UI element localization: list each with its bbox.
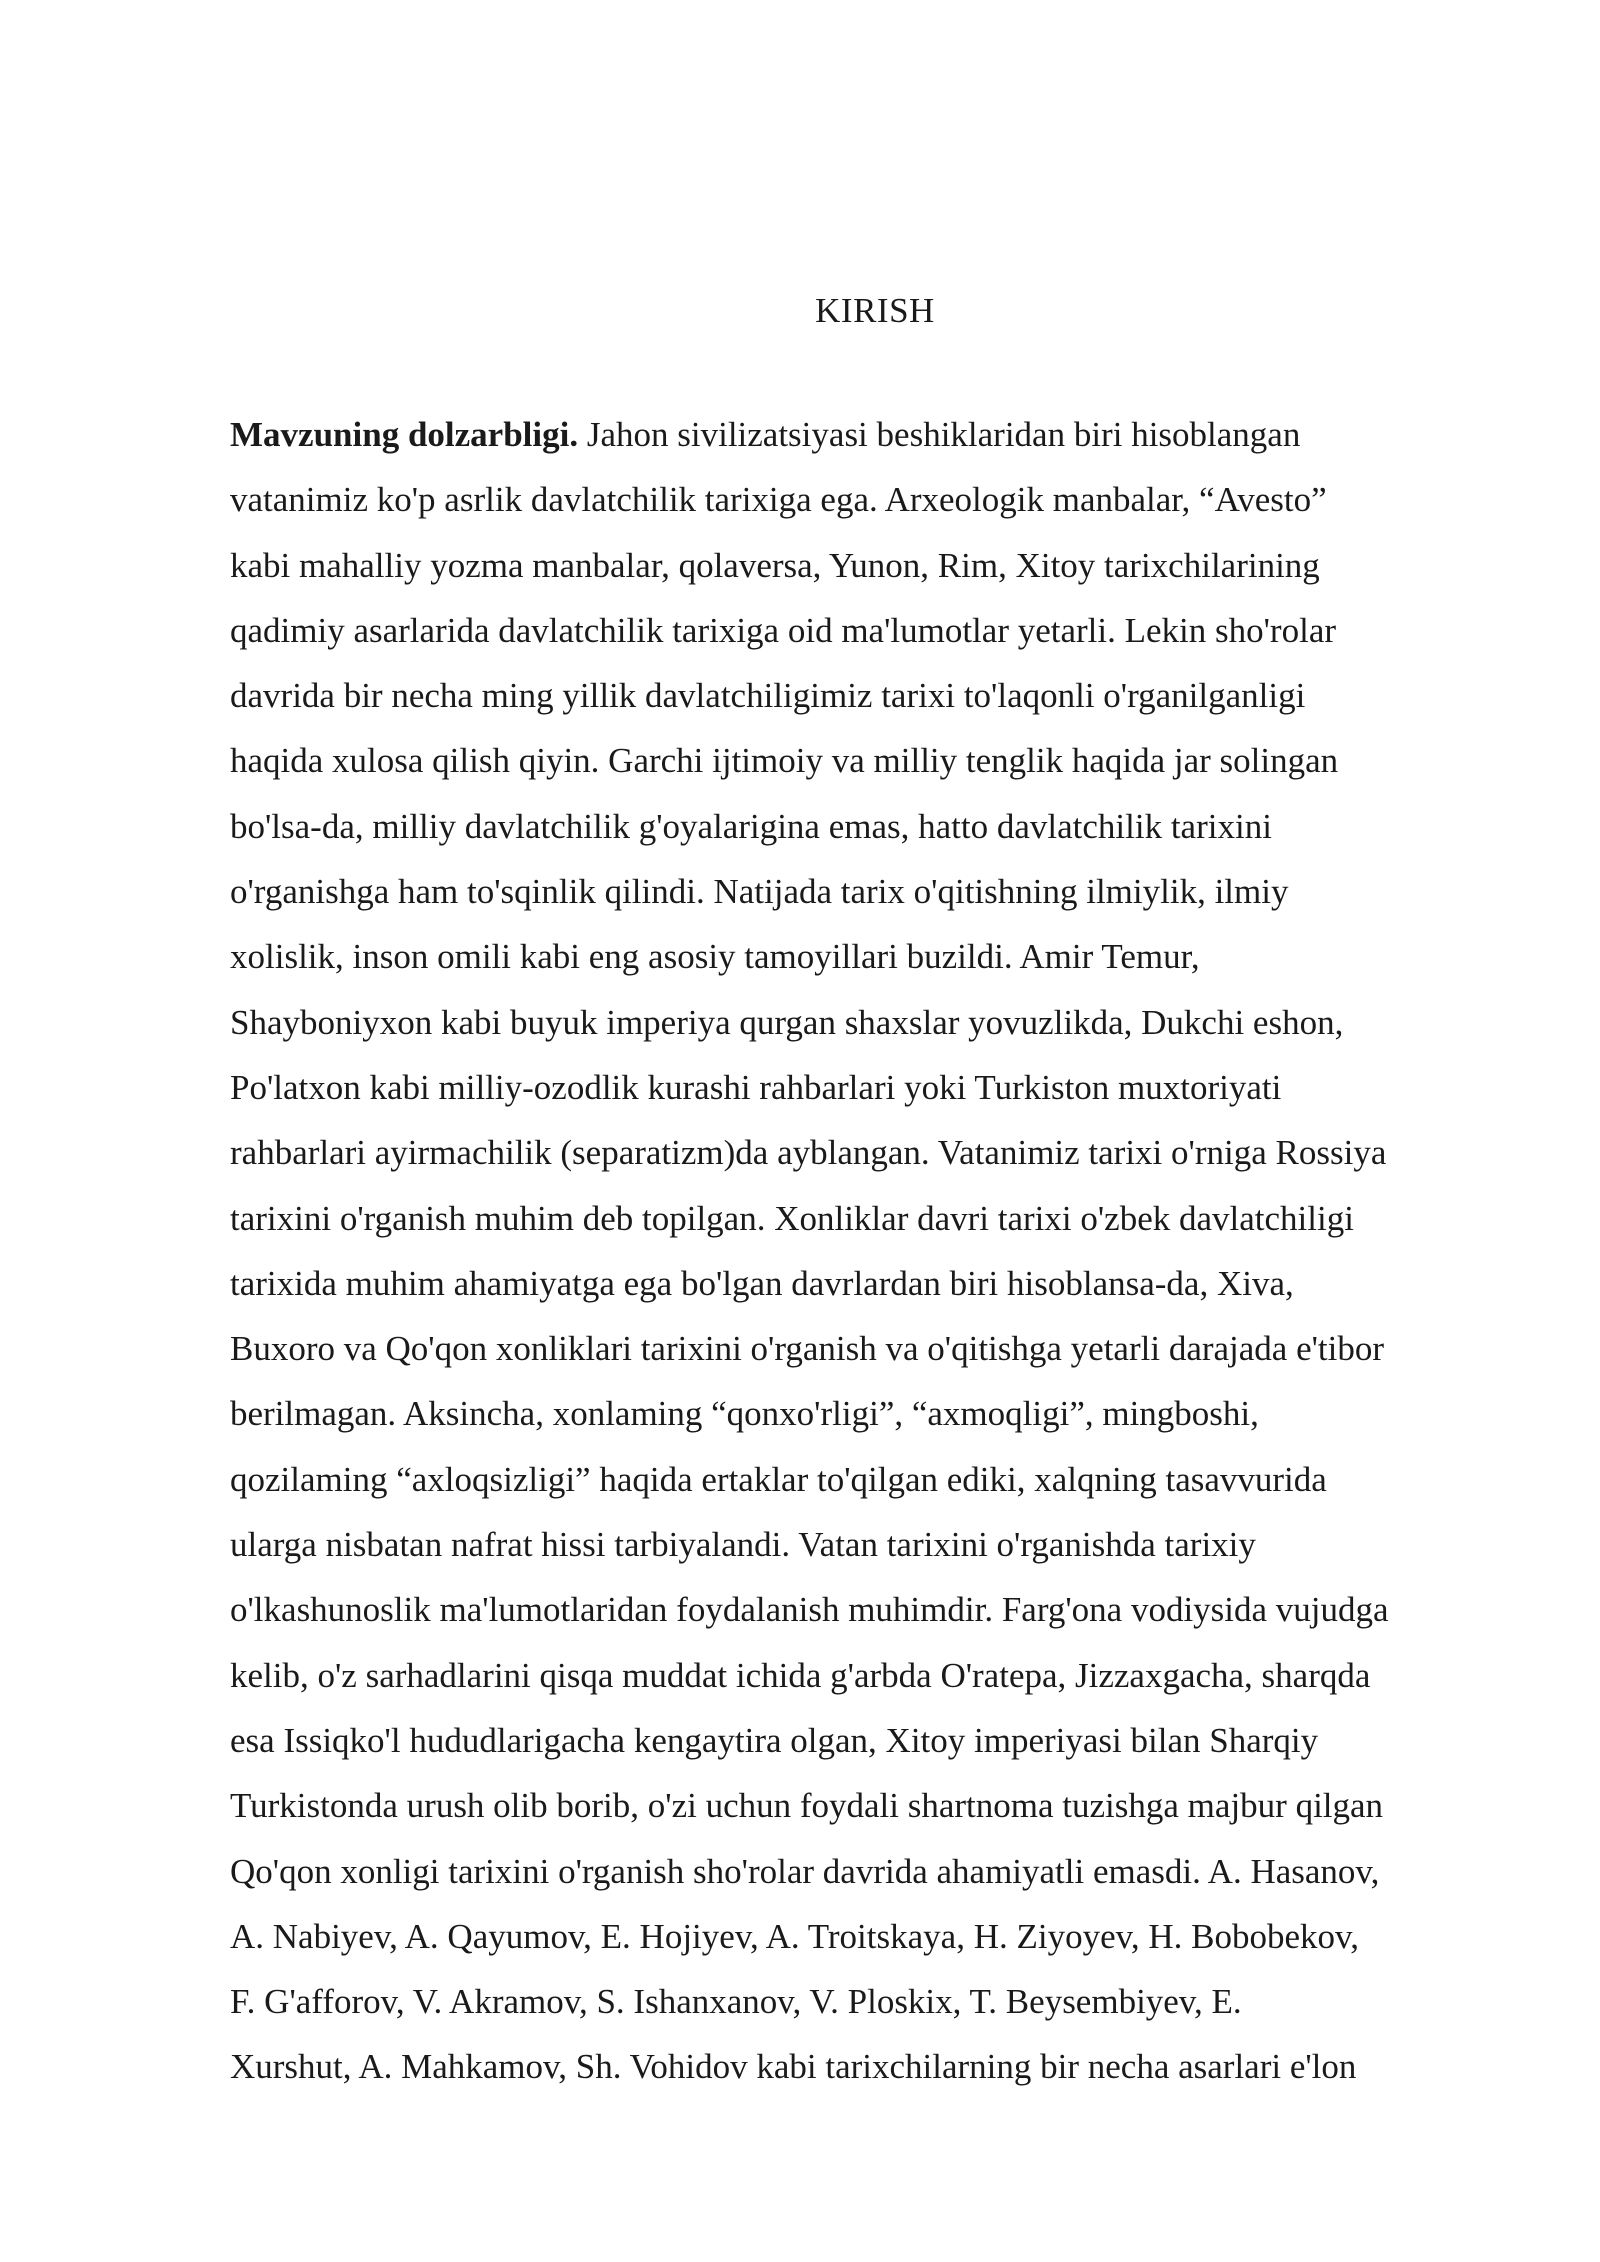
paragraph-line: F. G'afforov, V. Akramov, S. Ishanxanov, V. Ploskix, T. Beysembiyev, E. [230, 1982, 1242, 2022]
paragraph-line [230, 402, 1490, 467]
paragraph-line: qadimiy asarlarida davlatchilik tarixiga oid ma'lumotlar yetarli. Lekin sho'rolar [230, 610, 1337, 650]
paragraph-line: Shayboniyxon kabi buyuk imperiya qurgan shaxslar yovuzlikda, Dukchi eshon, [230, 1002, 1344, 1042]
paragraph-line: o'lkashunoslik ma'lumotlaridan foydalanish muhimdir. Farg'ona vodiysida vujudga [230, 1590, 1389, 1630]
paragraph-line: tarixida muhim ahamiyatga ega bo'lgan davrlardan biri hisoblansa-da, Xiva, [230, 1263, 1294, 1303]
paragraph-line: o'rganishga ham to'sqinlik qilindi. Natijada tarix o'qitishning ilmiylik, ilmiy [230, 872, 1289, 912]
paragraph-line: rahbarlari ayirmachilik (separatizm)da ayblangan. Vatanimiz tarixi o'rniga Rossiya [230, 1133, 1387, 1173]
paragraph-line: tarixini o'rganish muhim deb topilgan. Xonliklar davri tarixi o'zbek davlatchiligi [230, 1198, 1354, 1238]
paragraph-line: ularga nisbatan nafrat hissi tarbiyalandi. Vatan tarixini o'rganishda tarixiy [230, 1525, 1256, 1565]
page-title-text: KIRISH [815, 291, 935, 330]
paragraph-line: haqida xulosa qilish qiyin. Garchi ijtimoiy va milliy tenglik haqida jar solingan [230, 741, 1339, 781]
paragraph-line: kelib, o'z sarhadlarini qisqa muddat ichida g'arbda O'ratepa, Jizzaxgacha, sharqda [230, 1655, 1371, 1695]
paragraph-line: davrida bir necha ming yillik davlatchiligimiz tarixi to'laqonli o'rganilganligi [230, 676, 1306, 716]
paragraph-line: xolislik, inson omili kabi eng asosiy tamoyillari buzildi. Amir Temur, [230, 937, 1200, 977]
paragraph-line: Xurshut, A. Mahkamov, Sh. Vohidov kabi tarixchilarning bir necha asarlari e'lon [230, 2047, 1357, 2087]
paragraph-line: Qo'qon xonligi tarixini o'rganish sho'rolar davrida ahamiyatli emasdi. A. Hasanov, [230, 1851, 1380, 1891]
body-text [230, 402, 1490, 2100]
paragraph-line: bo'lsa-da, milliy davlatchilik g'oyalarigina emas, hatto davlatchilik tarixini [230, 806, 1272, 846]
paragraph-line: vatanimiz ko'p asrlik davlatchilik tarixiga ega. Arxeologik manbalar, “Avesto” [230, 480, 1327, 520]
paragraph-line: Turkistonda urush olib borib, o'zi uchun foydali shartnoma tuzishga majbur qilgan [230, 1786, 1384, 1826]
paragraph-line: kabi mahalliy yozma manbalar, qolaversa, Yunon, Rim, Xitoy tarixchilarining [230, 545, 1320, 585]
page-title [0, 286, 1600, 336]
paragraph-line: berilmagan. Aksincha, xonlaming “qonxo'rligi”, “axmoqligi”, mingboshi, [230, 1394, 1259, 1434]
paragraph-line: qozilaming “axloqsizligi” haqida ertaklar to'qilgan ediki, xalqning tasavvurida [230, 1459, 1327, 1499]
section-lead: Mavzuning dolzarbligi. [230, 415, 579, 454]
paragraph-line: esa Issiqko'l hududlarigacha kengaytira olgan, Xitoy imperiyasi bilan Sharqiy [230, 1720, 1319, 1760]
paragraph-line: Buxoro va Qo'qon xonliklari tarixini o'rganish va o'qitishga yetarli darajada e'tibor [230, 1329, 1385, 1369]
paragraph-line: Po'latxon kabi milliy-ozodlik kurashi rahbarlari yoki Turkiston muxtoriyati [230, 1067, 1282, 1107]
paragraph-line-text: Jahon sivilizatsiyasi beshiklaridan biri hisoblangan [578, 415, 1301, 454]
paragraph-line: A. Nabiyev, A. Qayumov, E. Hojiyev, A. Troitskaya, H. Ziyoyev, H. Bobobekov, [230, 1916, 1359, 1956]
